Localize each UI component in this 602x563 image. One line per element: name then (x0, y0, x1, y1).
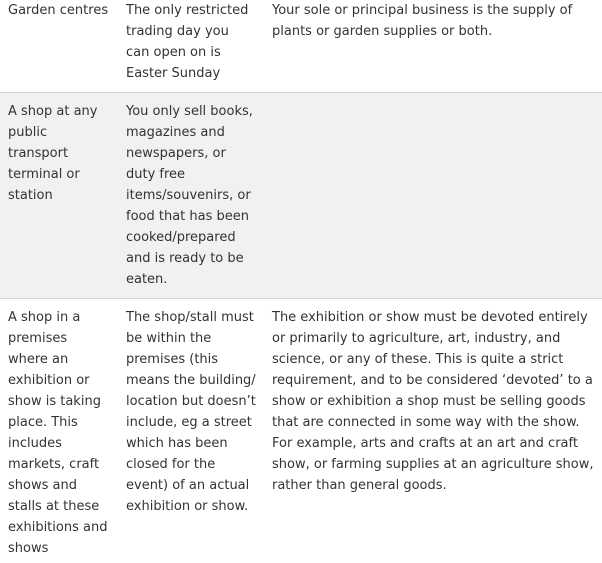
place-cell: Garden centres (0, 0, 118, 93)
details-cell (264, 93, 602, 299)
table-row (0, 93, 602, 299)
table-row (0, 0, 602, 93)
condition-cell: You only sell books, magazines and newspapers, or duty free items/souvenirs, or food that has been cooked/prepared and is ready to be eaten. (118, 93, 264, 299)
details-cell: The exhibition or show must be devoted entirely or primarily to agriculture, art, industry, and science, or any of these. This is quite a strict requirement, and to be considered ‘devoted’ to a show or exhibition a shop must be selling goods that are connected in some way with the show. For example, arts and crafts at an art and craft show, or farming supplies at an agriculture show, rather than general goods. (264, 299, 602, 563)
details-cell: Your sole or principal business is the supply of plants or garden supplies or both. (264, 0, 602, 93)
place-cell: A shop in a premises where an exhibition or show is taking place. This includes markets, craft shows and stalls at these exhibitions and shows (0, 299, 118, 563)
table-row (0, 299, 602, 563)
condition-cell: The only restricted trading day you can open on is Easter Sunday (118, 0, 264, 93)
place-cell: A shop at any public transport terminal or station (0, 93, 118, 299)
condition-cell: The shop/stall must be within the premises (this means the building/ location but doesn’t include, eg a street which has been closed for the event) of an actual exhibition or show. (118, 299, 264, 563)
